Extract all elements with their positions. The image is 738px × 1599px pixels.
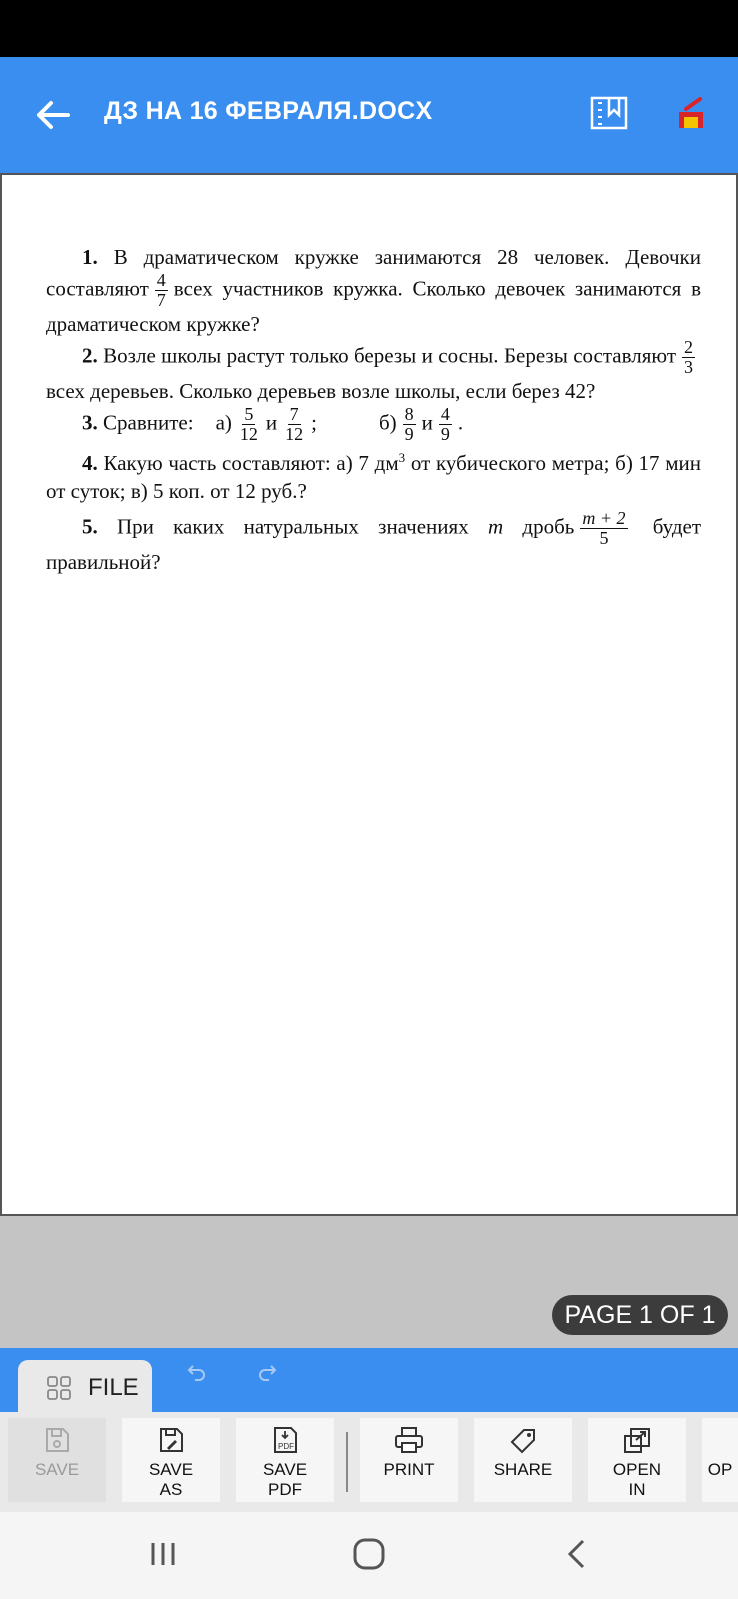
problem-text: будет правильной? (46, 514, 702, 574)
app-bar (0, 57, 738, 173)
fraction-numerator: 4 (156, 270, 166, 290)
toolbar-divider (346, 1432, 348, 1492)
problem-number: 5. (82, 514, 98, 539)
chevron-left-icon (565, 1538, 589, 1570)
save-as-icon (157, 1426, 185, 1454)
eraser-icon (674, 93, 714, 141)
fraction (439, 405, 452, 444)
redo-icon (256, 1362, 278, 1384)
bookmark-list-icon (588, 93, 636, 137)
share-icon (508, 1426, 538, 1454)
fraction (155, 271, 168, 310)
print-button[interactable] (360, 1418, 458, 1502)
period: . (457, 410, 464, 435)
recent-apps-button[interactable] (138, 1534, 188, 1574)
open-in-label: OPEN IN (612, 1460, 662, 1499)
more-label: OP (707, 1460, 733, 1479)
status-bar (0, 0, 738, 57)
fraction-denominator: 12 (285, 424, 304, 444)
fraction-denominator: 9 (404, 424, 414, 444)
problem-2 (46, 338, 701, 405)
fraction-numerator: 4 (440, 404, 450, 424)
arrow-left-icon (35, 100, 71, 130)
problem-5 (46, 509, 701, 576)
back-nav-button[interactable] (552, 1534, 602, 1574)
share-label: SHARE (493, 1460, 553, 1479)
save-label: SAVE (34, 1460, 80, 1479)
fraction-numerator: 5 (244, 404, 254, 424)
problem-number: 3. (82, 410, 98, 435)
option-label: а) (215, 410, 232, 435)
problem-number: 1. (82, 245, 98, 269)
more-button[interactable] (702, 1418, 738, 1502)
fraction-numerator: 7 (289, 404, 299, 424)
problem-text: Какую часть составляют: а) 7 дм (103, 451, 399, 475)
fraction-denominator: 12 (239, 424, 258, 444)
save-button[interactable] (8, 1418, 106, 1502)
problem-1 (46, 243, 701, 338)
problem-text: В драматическом кружке занимаются 28 человек. Девочки составляют (46, 245, 701, 301)
share-button[interactable] (474, 1418, 572, 1502)
problem-text: всех деревьев. Сколько деревьев возле школы, если берез 42? (46, 379, 596, 403)
option-label: б) (378, 410, 397, 435)
fraction-numerator: 2 (684, 337, 693, 357)
problem-number: 4. (82, 451, 98, 475)
fraction (403, 405, 416, 444)
separator: ; (311, 410, 317, 435)
save-pdf-icon (270, 1426, 300, 1454)
open-in-button[interactable] (588, 1418, 686, 1502)
back-button[interactable] (28, 87, 78, 143)
tab-file-label: FILE (88, 1374, 139, 1401)
problem-text: дробь (522, 514, 575, 539)
print-label: PRINT (383, 1460, 435, 1479)
document-page (0, 173, 738, 1216)
save-as-button[interactable] (122, 1418, 220, 1502)
fraction-denominator: 7 (156, 290, 166, 310)
redo-button[interactable] (256, 1362, 282, 1388)
fraction (580, 509, 627, 548)
fraction-denominator: 3 (684, 357, 693, 377)
problem-text: Сравните: (103, 410, 194, 435)
save-pdf-label: SAVE PDF (262, 1460, 308, 1499)
undo-icon (186, 1362, 208, 1384)
problem-text: от кубического метра; б) 17 мин от суток; в) 5 коп. от 12 руб.? (46, 451, 702, 503)
superscript: 3 (398, 450, 406, 465)
more-icon (706, 1426, 734, 1454)
fraction (682, 338, 695, 377)
page-indicator: PAGE 1 OF 1 (552, 1295, 728, 1335)
fraction (238, 405, 260, 444)
save-pdf-button[interactable] (236, 1418, 334, 1502)
pdf-badge: PDF (278, 1442, 294, 1451)
tab-file[interactable] (18, 1360, 152, 1416)
problem-text: При каких натуральных значениях (117, 514, 469, 539)
system-nav-bar (0, 1512, 738, 1599)
save-icon (43, 1426, 71, 1454)
conjunction: и (421, 410, 433, 435)
fraction-numerator: 8 (404, 404, 414, 424)
clear-button[interactable] (674, 93, 714, 141)
problem-3 (46, 405, 701, 444)
recent-apps-icon (147, 1540, 179, 1568)
fraction-denominator: 9 (440, 424, 450, 444)
bookmark-button[interactable] (588, 93, 636, 137)
document-title: ДЗ НА 16 ФЕВРАЛЯ.DOCX (104, 97, 433, 125)
home-icon (352, 1537, 386, 1571)
grid-icon (46, 1375, 72, 1401)
variable: m (487, 514, 504, 539)
undo-button[interactable] (186, 1362, 212, 1388)
fraction-numerator: m + 2 (582, 508, 626, 528)
home-button[interactable] (344, 1534, 394, 1574)
fraction-denominator: 5 (599, 528, 609, 548)
document-body (46, 243, 701, 576)
fraction (283, 405, 305, 444)
open-in-icon (622, 1426, 652, 1454)
problem-4 (46, 444, 701, 505)
conjunction: и (265, 410, 278, 435)
problem-text: всех участников кружка. Сколько девочек занимаются в драматическом кружке? (46, 276, 701, 336)
action-bar (0, 1412, 738, 1512)
print-icon (393, 1426, 425, 1454)
problem-text: Возле школы растут только березы и сосны. Березы составляют (103, 343, 676, 368)
problem-number: 2. (82, 343, 98, 368)
save-as-label: SAVE AS (148, 1460, 194, 1499)
